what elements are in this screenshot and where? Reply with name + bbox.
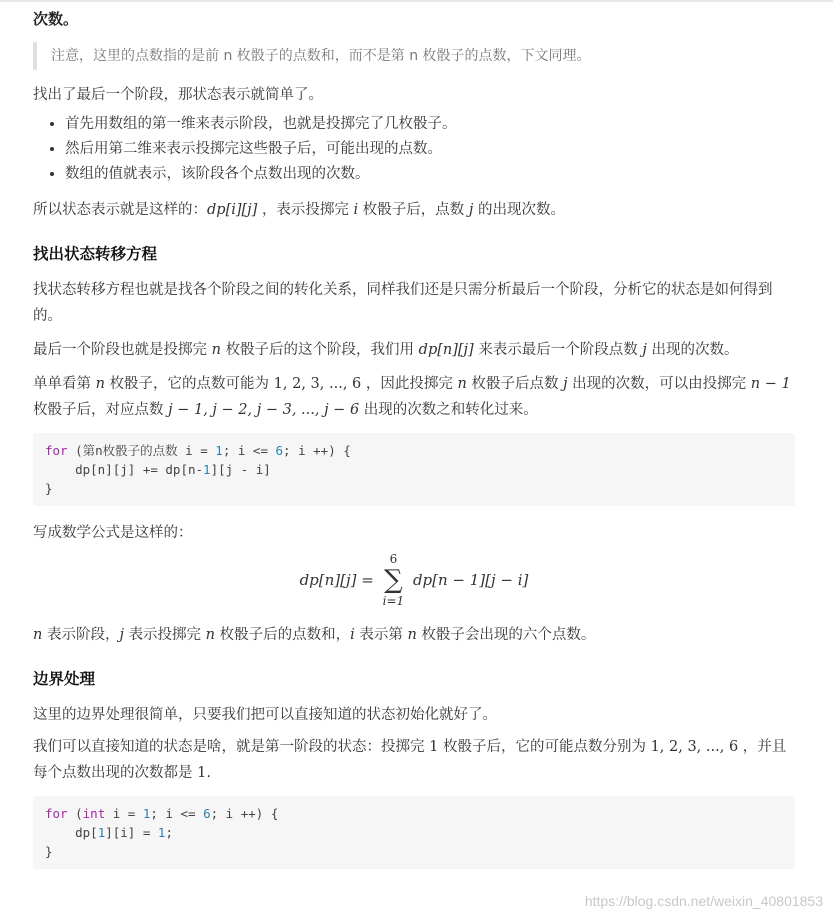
sentence-fragment: 次数。: [33, 10, 79, 28]
section-heading-transition: 找出状态转移方程: [33, 245, 158, 263]
math-inline: i: [353, 202, 359, 218]
top-divider: [0, 0, 833, 2]
note-blockquote: 注意，这里的点数指的是前 n 枚骰子的点数和，而不是第 n 枚骰子的点数，下文同理。: [33, 42, 795, 70]
stage-lead: 找出了最后一个阶段，那状态表示就简单了。: [33, 87, 323, 103]
paragraph: 最后一个阶段也就是投掷完 n 枚骰子后的这个阶段，我们用 dp[n][j] 来表示最后一个阶段点数 j 出现的次数。: [33, 342, 739, 358]
list-item: • 数组的值就表示，该阶段各个点数出现的次数。: [65, 162, 795, 187]
list-item: • 然后用第二维来表示投掷完这些骰子后，可能出现的点数。: [65, 137, 795, 162]
math-inline: dp[i][j]: [207, 202, 258, 218]
formula-rhs: dp[n − 1][j − i]: [412, 571, 529, 589]
section-heading-boundary: 边界处理: [33, 670, 96, 688]
paragraph: 单单看第 n 枚骰子，它的点数可能为 1, 2, 3, ..., 6 ，因此投掷完 n 枚骰子后点数 j 出现的次数，可以由投掷完 n − 1 枚骰子后，对应点数 j − 1, j − 2, j − 3, ..., j − 6 出现的次数之和转化过来。: [33, 376, 791, 418]
formula-lhs: dp[n][j] =: [299, 571, 374, 589]
paragraph: 找状态转移方程也就是找各个阶段之间的转化关系，同样我们还是只需分析最后一个阶段，分析它的状态是如何得到的。: [33, 282, 773, 324]
paragraph: 这里的边界处理很简单，只要我们把可以直接知道的状态初始化就好了。: [33, 707, 497, 723]
watermark: https://blog.csdn.net/weixin_40801853: [584, 893, 823, 909]
code-block: for (第n枚骰子的点数 i = 1; i <= 6; i ++) { dp[n][j] += dp[n-1][j - i] }: [33, 433, 795, 506]
state-definition: 所以状态表示就是这样的：dp[i][j] ，表示投掷完 i 枚骰子后，点数 j 的出现次数。: [33, 202, 566, 218]
sigma-symbol: 6 ∑ i=1: [382, 552, 405, 608]
summation-formula: [33, 552, 795, 616]
code-block: for (int i = 1; i <= 6; i ++) { dp[1][i] = 1; }: [33, 796, 795, 869]
article-content: [33, 6, 795, 883]
list-item: • 首先用数组的第一维来表示阶段，也就是投掷完了几枚骰子。: [65, 112, 795, 137]
formula-lead: 写成数学公式是这样的：: [33, 525, 193, 541]
math-inline: j: [468, 202, 474, 218]
stage-bullet-list: [33, 112, 795, 187]
paragraph: n 表示阶段，j 表示投掷完 n 枚骰子后的点数和，i 表示第 n 枚骰子会出现的六个点数。: [33, 627, 596, 643]
paragraph: 我们可以直接知道的状态是啥，就是第一阶段的状态：投掷完 1 枚骰子后，它的可能点数分别为 1, 2, 3, ..., 6 ，并且每个点数出现的次数都是 1.: [33, 739, 787, 781]
